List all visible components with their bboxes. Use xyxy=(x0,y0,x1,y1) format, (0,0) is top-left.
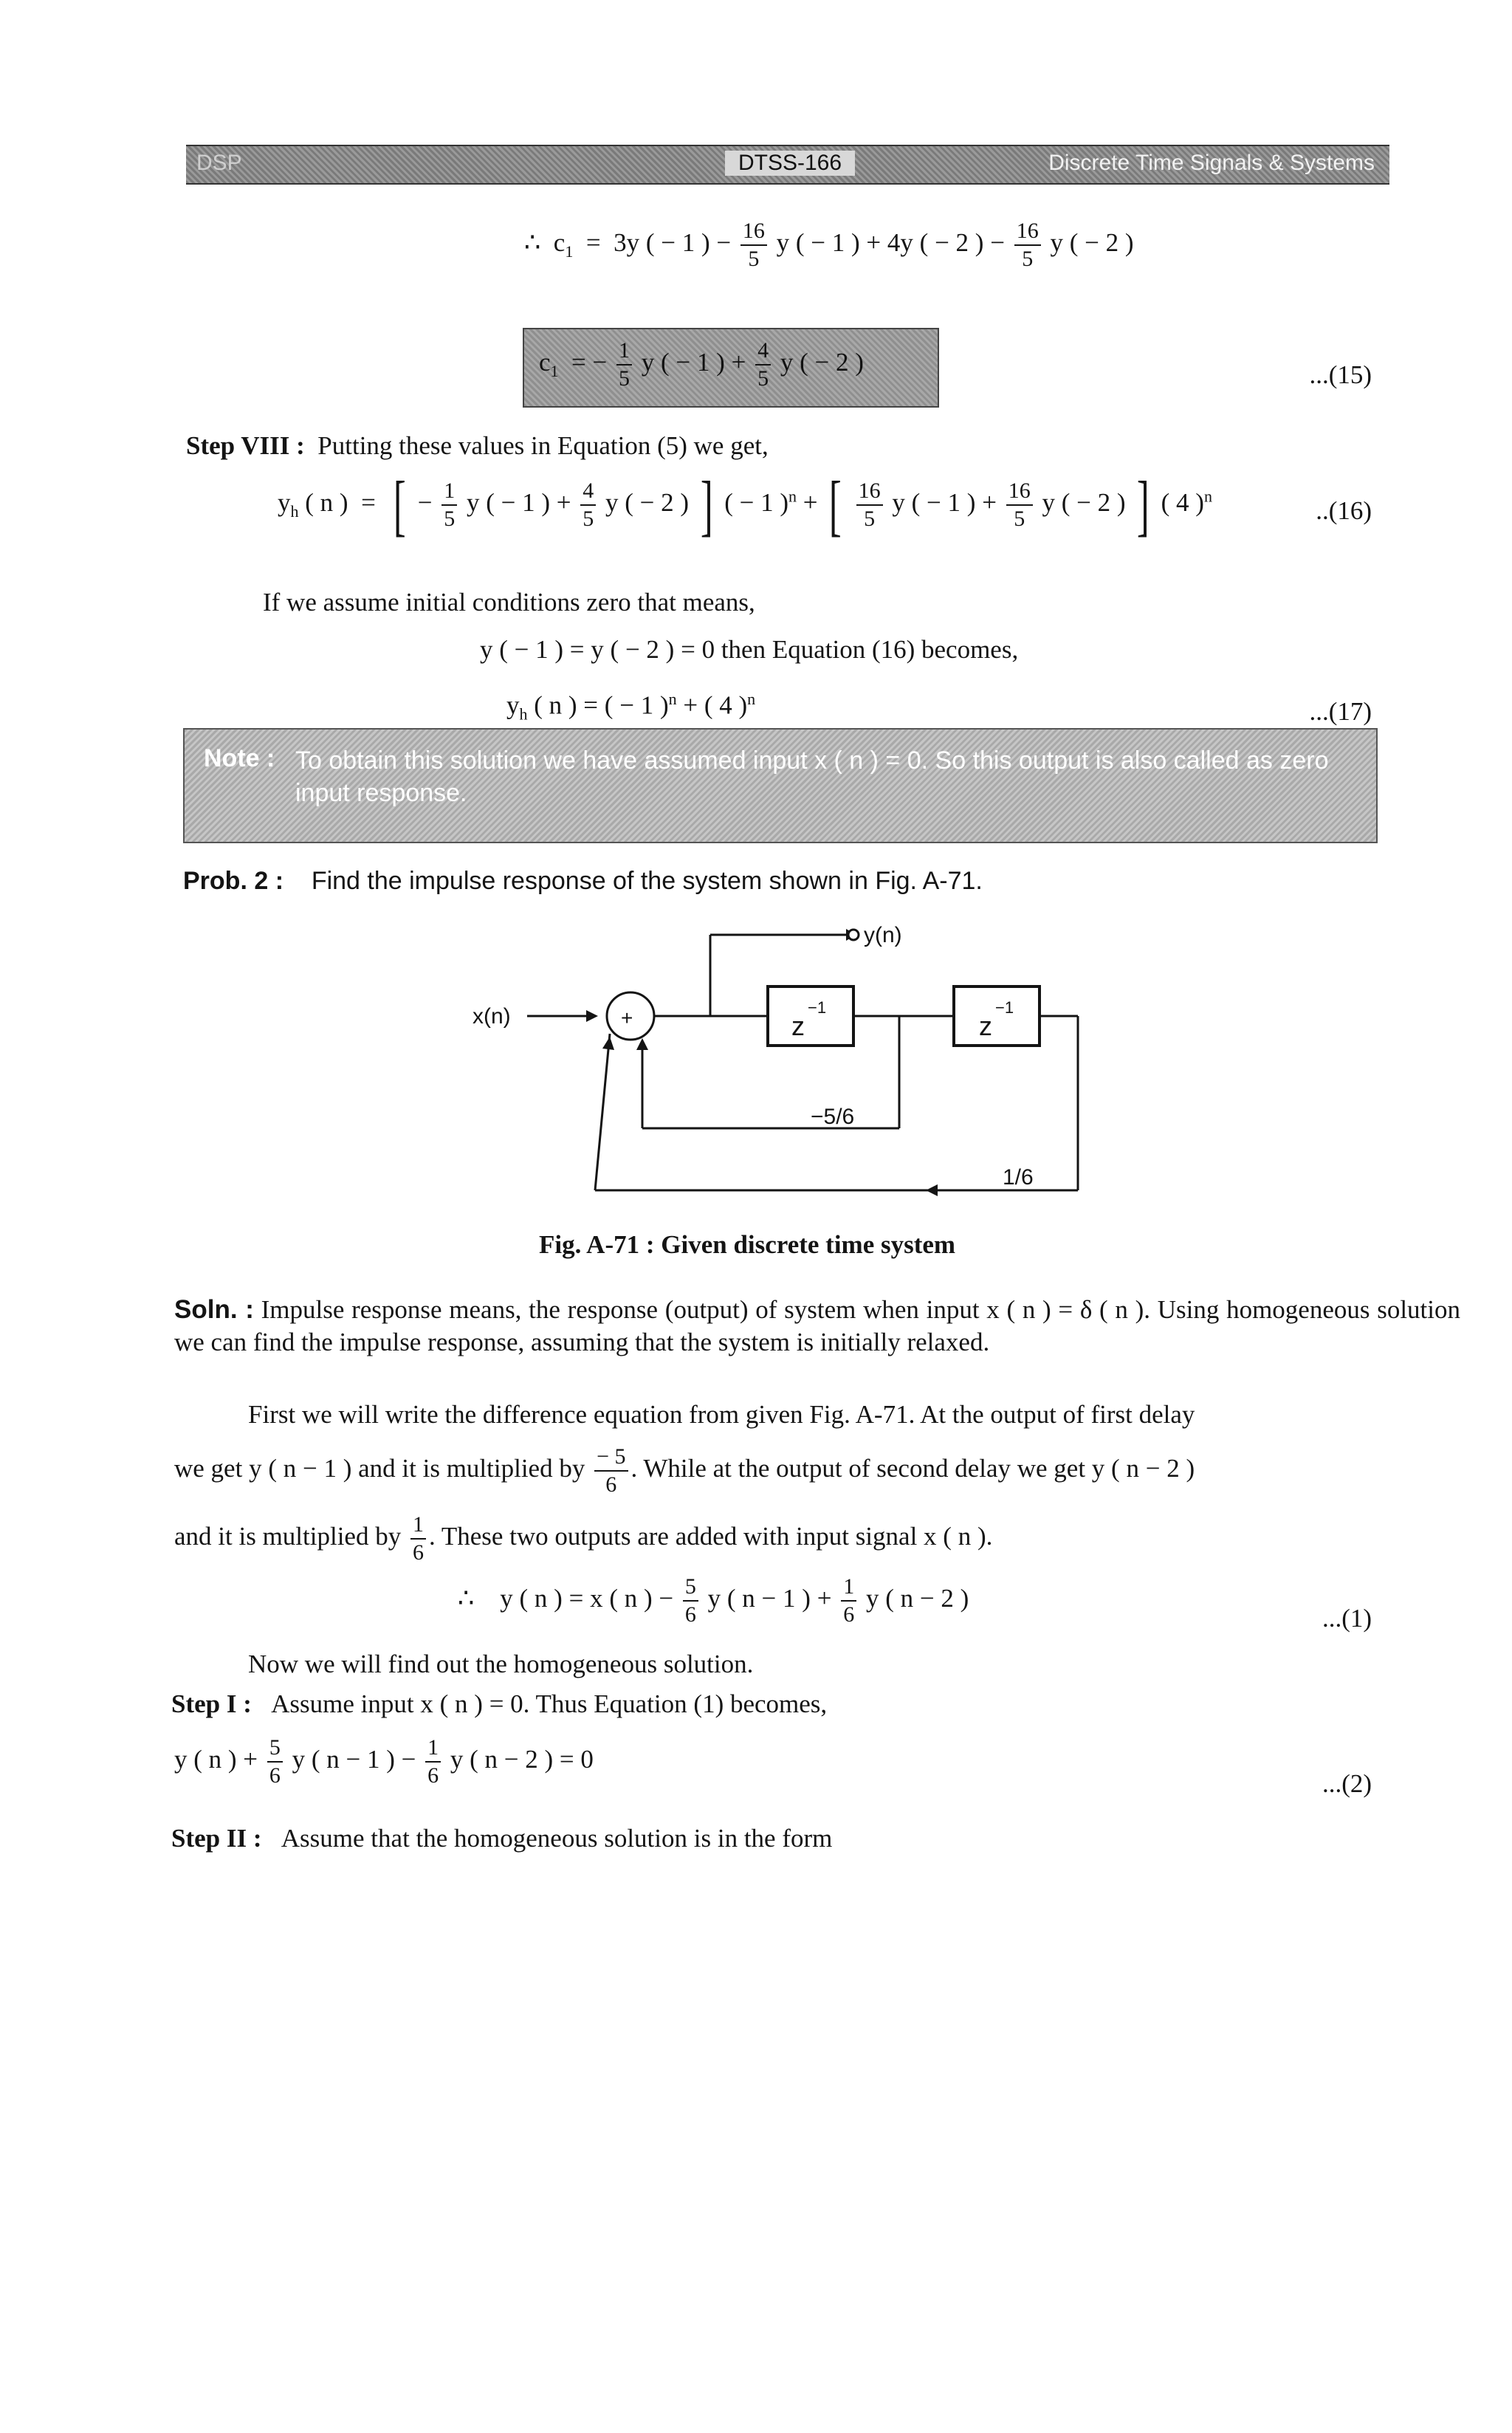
equation-2: y ( n ) + $\frac{5}{6}$ y ( n − 1 ) − $\frac{1}{6}$ y ( n − 2 ) = 0 xyxy=(174,1735,594,1788)
gain1-label: −5/6 xyxy=(811,1105,855,1129)
note-text: To obtain this solution we have assumed input x ( n ) = 0. So this output is also called as zero input response. xyxy=(295,747,1329,807)
step-2: Step II : Assume that the homogeneous solution is in the form xyxy=(171,1824,833,1853)
delay2-label: z xyxy=(979,1011,992,1041)
diagram-output-label: y(n) xyxy=(864,923,902,947)
paragraph-homogeneous: Now we will find out the homogeneous solution. xyxy=(248,1650,754,1678)
adder-symbol: + xyxy=(621,1006,633,1029)
figure-caption: Fig. A-71 : Given discrete time system xyxy=(539,1230,956,1259)
header-page-code: DTSS-166 xyxy=(725,151,855,176)
paragraph-assume: If we assume initial conditions zero that means, xyxy=(263,588,755,617)
diagram-input-label: x(n) xyxy=(472,1004,511,1029)
equation-number-17: ...(17) xyxy=(1309,697,1372,726)
paragraph-delay-outputs: we get y ( n − 1 ) and it is multiplied by $\frac{- 5}{6}$ . While at the output of second delay we get y ( n − 2 ) xyxy=(174,1444,1195,1497)
solution-label: Soln. : xyxy=(174,1295,254,1324)
paragraph-outputs-added: and it is multiplied by $\frac{1}{6}$ . These two outputs are added with input signal x ( n ). xyxy=(174,1512,993,1565)
equation-number-16: ..(16) xyxy=(1316,496,1372,525)
fraction: $\frac{16}{5}$ xyxy=(1014,220,1041,270)
arrow-input xyxy=(586,1010,598,1022)
step-text: Putting these values in Equation (5) we get, xyxy=(317,431,769,460)
header-left-text: DSP xyxy=(196,151,242,175)
fraction: $\frac{16}{5}$ xyxy=(740,220,767,270)
equation-number-1: ...(1) xyxy=(1322,1604,1372,1633)
note-label: Note : xyxy=(204,744,275,772)
solution-paragraph xyxy=(174,1294,1460,1359)
step-label: Step VIII : xyxy=(186,431,305,460)
delay2-exponent: −1 xyxy=(995,998,1014,1017)
solution-text: Impulse response means, the response (output) of system when input x ( n ) = δ ( n ). Using homogeneous solution we can find the impulse response, assuming that the system is initially relaxed. xyxy=(174,1295,1461,1356)
equation-number-2: ...(2) xyxy=(1322,1769,1372,1798)
gain2-label: 1/6 xyxy=(1003,1165,1034,1190)
feedback2-up xyxy=(595,1034,610,1190)
equation-1: ∴ y ( n ) = x ( n ) − $\frac{5}{6}$ y ( n − 1 ) + $\frac{1}{6}$ y ( n − 2 ) xyxy=(458,1574,969,1627)
delay1-label: z xyxy=(791,1011,805,1041)
step-1: Step I : Assume input x ( n ) = 0. Thus Equation (1) becomes, xyxy=(171,1689,828,1718)
problem-label: Prob. 2 : xyxy=(183,867,284,895)
arrow-feedback1 xyxy=(636,1038,648,1050)
arrow-feedback2-mid xyxy=(926,1184,938,1196)
header-chapter-title: Discrete Time Signals & Systems xyxy=(1048,151,1375,175)
equation-16: $y_h$ ( n ) = [ − $\frac{1}{5}$ y ( − 1 ) + $\frac{4}{5}$ y ( − 2 ) ] ( − 1 )$^n$ + [ $\frac{16}{5}$ y ( − 1 ) + $\frac{16}{5}$ y ( − 2 ) ] ( 4 )$^n$ xyxy=(278,467,1212,543)
equation-c1: ∴ $c_1 = 3y$ ( − 1 ) − $\frac{16}{5}$ y ( − 1 ) + 4y ( − 2 ) − $\frac{16}{5}$ y ( − 2 ) xyxy=(524,219,1134,271)
delay1-exponent: −1 xyxy=(808,998,827,1017)
equation-17: $y_h$ ( n ) = ( − 1 )$^n$ + ( 4 )$^n$ xyxy=(506,690,756,724)
boxed-equation-15: $c_1$ = − $\frac{1}{5}$ y ( − 1 ) + $\frac{4}{5}$ y ( − 2 ) xyxy=(523,328,939,408)
output-terminal xyxy=(848,930,859,940)
initial-conditions-line: y ( − 1 ) = y ( − 2 ) = 0 then Equation (16) becomes, xyxy=(480,635,1019,664)
paragraph-difference-equation: First we will write the difference equation from given Fig. A-71. At the output of first delay xyxy=(248,1400,1195,1429)
equation-number-15: ...(15) xyxy=(1309,360,1372,389)
problem-text: Find the impulse response of the system shown in Fig. A-71. xyxy=(311,867,983,895)
